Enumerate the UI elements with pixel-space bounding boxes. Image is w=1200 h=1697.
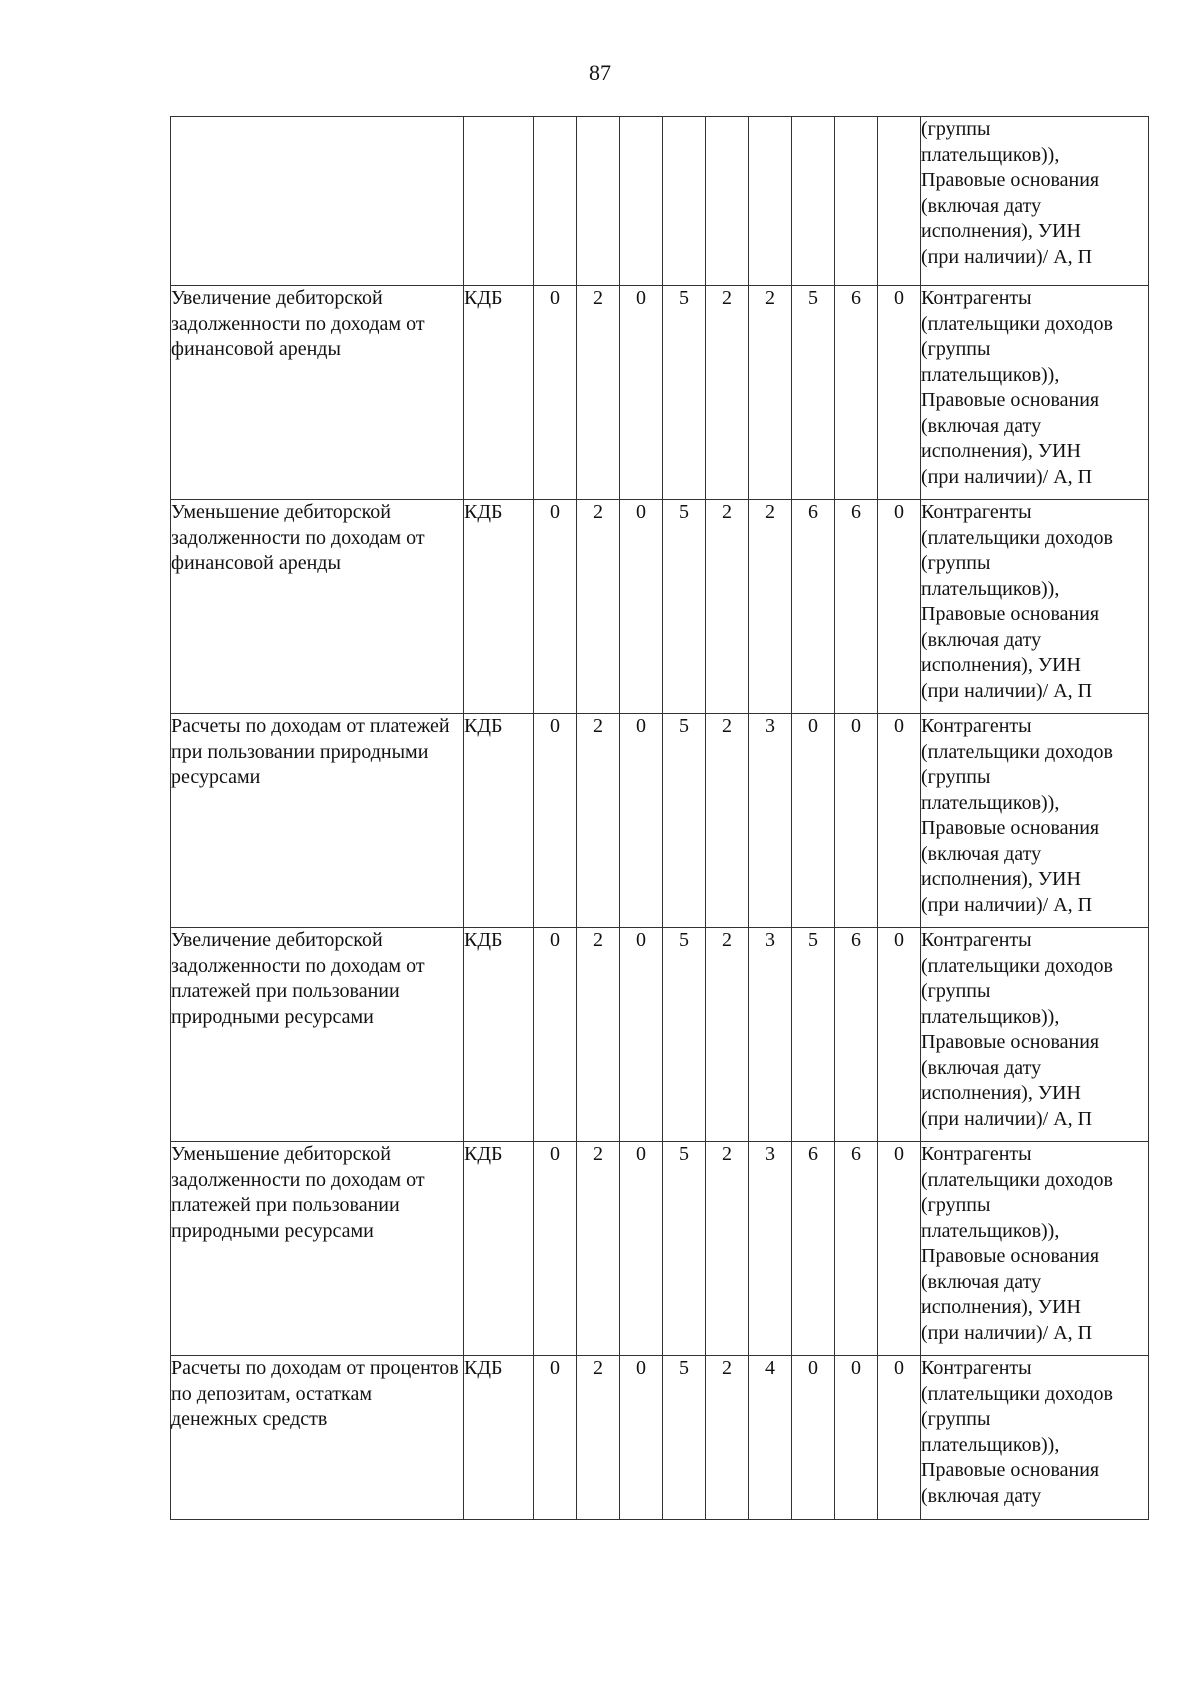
account-digit-cell: 2 <box>577 500 620 714</box>
account-digit-cell: 3 <box>749 714 792 928</box>
analytics-line: (группы <box>921 766 991 788</box>
account-digit-cell <box>706 117 749 286</box>
account-digit-cell: 0 <box>878 286 921 500</box>
analytics-line: Контрагенты <box>921 287 1032 309</box>
analytics-line: (группы <box>921 1194 991 1216</box>
account-digit-cell <box>663 117 706 286</box>
analytics-cell <box>921 714 1149 928</box>
account-digit-cell: 0 <box>534 500 577 714</box>
analytics-line: Правовые основания <box>921 1459 1100 1481</box>
account-name-cell: Расчеты по доходам от платежей при пользовании природными ресурсами <box>171 714 464 928</box>
analytics-line: (плательщики доходов <box>921 740 1113 763</box>
account-digit-cell: 2 <box>577 714 620 928</box>
account-digit-cell: 0 <box>534 1356 577 1520</box>
account-name-cell: Увеличение дебиторской задолженности по доходам от финансовой аренды <box>171 286 464 500</box>
code-kind-cell: КДБ <box>464 286 534 500</box>
accounts-table <box>170 116 1149 1520</box>
analytics-line: плательщиков)), <box>921 363 1060 386</box>
analytics-line: исполнения), УИН <box>921 440 1081 462</box>
analytics-line: (включая дату <box>921 628 1042 651</box>
account-digit-cell: 0 <box>620 714 663 928</box>
account-digit-cell: 2 <box>749 286 792 500</box>
account-name-cell: Уменьшение дебиторской задолженности по доходам от финансовой аренды <box>171 500 464 714</box>
analytics-line: (при наличии)/ А, П <box>921 245 1093 268</box>
account-digit-cell: 6 <box>835 928 878 1142</box>
account-digit-cell: 0 <box>835 1356 878 1520</box>
analytics-line: Правовые основания <box>921 817 1100 839</box>
analytics-line: (при наличии)/ А, П <box>921 893 1093 916</box>
analytics-line: (плательщики доходов <box>921 1382 1113 1405</box>
analytics-line: плательщиков)), <box>921 577 1060 600</box>
table-row <box>171 1356 1149 1520</box>
analytics-line: исполнения), УИН <box>921 1082 1081 1104</box>
analytics-line: (группы <box>921 1408 991 1430</box>
analytics-cell <box>921 500 1149 714</box>
analytics-line: Контрагенты <box>921 929 1032 951</box>
analytics-line: (группы <box>921 980 991 1002</box>
analytics-line: (плательщики доходов <box>921 526 1113 549</box>
account-digit-cell: 2 <box>577 928 620 1142</box>
analytics-line: плательщиков)), <box>921 791 1060 814</box>
table-row <box>171 714 1149 928</box>
account-digit-cell: 0 <box>620 1142 663 1356</box>
account-digit-cell: 2 <box>706 500 749 714</box>
account-digit-cell: 3 <box>749 928 792 1142</box>
account-digit-cell: 0 <box>620 500 663 714</box>
account-digit-cell <box>534 117 577 286</box>
analytics-line: (плательщики доходов <box>921 954 1113 977</box>
analytics-line: (при наличии)/ А, П <box>921 1107 1093 1130</box>
analytics-line: (при наличии)/ А, П <box>921 1321 1093 1344</box>
account-digit-cell: 2 <box>577 1356 620 1520</box>
analytics-line: Контрагенты <box>921 501 1032 523</box>
account-digit-cell <box>835 117 878 286</box>
account-digit-cell: 0 <box>792 1356 835 1520</box>
account-digit-cell: 2 <box>749 500 792 714</box>
table-row <box>171 1142 1149 1356</box>
account-digit-cell: 0 <box>534 928 577 1142</box>
account-digit-cell: 6 <box>792 500 835 714</box>
account-digit-cell: 6 <box>835 1142 878 1356</box>
analytics-cell <box>921 117 1149 286</box>
account-digit-cell: 0 <box>878 1356 921 1520</box>
account-digit-cell: 0 <box>534 1142 577 1356</box>
account-digit-cell: 5 <box>663 286 706 500</box>
account-digit-cell: 0 <box>835 714 878 928</box>
account-name-cell: Увеличение дебиторской задолженности по доходам от платежей при пользовании природными ресурсами <box>171 928 464 1142</box>
analytics-line: Правовые основания <box>921 603 1100 625</box>
code-kind-cell: КДБ <box>464 1356 534 1520</box>
analytics-line: плательщиков)), <box>921 143 1060 166</box>
account-digit-cell: 5 <box>792 286 835 500</box>
analytics-line: исполнения), УИН <box>921 654 1081 676</box>
account-digit-cell: 0 <box>534 286 577 500</box>
code-kind-cell: КДБ <box>464 714 534 928</box>
account-digit-cell: 2 <box>577 1142 620 1356</box>
account-digit-cell: 0 <box>534 714 577 928</box>
account-digit-cell: 5 <box>663 1356 706 1520</box>
account-digit-cell: 0 <box>878 500 921 714</box>
account-digit-cell: 0 <box>792 714 835 928</box>
code-kind-cell: КДБ <box>464 500 534 714</box>
analytics-line: Правовые основания <box>921 1031 1100 1053</box>
account-name-cell: Расчеты по доходам от процентов по депозитам, остаткам денежных средств <box>171 1356 464 1520</box>
table-row <box>171 286 1149 500</box>
analytics-line: (при наличии)/ А, П <box>921 679 1093 702</box>
account-digit-cell <box>620 117 663 286</box>
analytics-line: (группы <box>921 552 991 574</box>
analytics-cell <box>921 1356 1149 1520</box>
account-digit-cell <box>878 117 921 286</box>
code-kind-cell: КДБ <box>464 928 534 1142</box>
analytics-line: плательщиков)), <box>921 1219 1060 1242</box>
account-name-cell: Уменьшение дебиторской задолженности по доходам от платежей при пользовании природными ресурсами <box>171 1142 464 1356</box>
account-digit-cell: 6 <box>835 500 878 714</box>
account-digit-cell: 2 <box>706 1356 749 1520</box>
account-digit-cell: 2 <box>706 714 749 928</box>
code-kind-cell <box>464 117 534 286</box>
analytics-cell <box>921 928 1149 1142</box>
analytics-line: (включая дату <box>921 414 1042 437</box>
page-number: 87 <box>589 60 611 85</box>
account-digit-cell: 3 <box>749 1142 792 1356</box>
analytics-line: плательщиков)), <box>921 1005 1060 1028</box>
account-digit-cell <box>792 117 835 286</box>
analytics-line: (включая дату <box>921 1484 1042 1507</box>
account-digit-cell: 2 <box>706 286 749 500</box>
table-row <box>171 500 1149 714</box>
analytics-line: (группы <box>921 118 991 140</box>
analytics-line: Правовые основания <box>921 1245 1100 1267</box>
analytics-line: (включая дату <box>921 1270 1042 1293</box>
account-digit-cell: 2 <box>706 928 749 1142</box>
account-name-cell <box>171 117 464 286</box>
analytics-line: (плательщики доходов <box>921 312 1113 335</box>
analytics-line: Контрагенты <box>921 1143 1032 1165</box>
analytics-line: исполнения), УИН <box>921 220 1081 242</box>
analytics-line: (включая дату <box>921 842 1042 865</box>
analytics-line: Правовые основания <box>921 169 1100 191</box>
account-digit-cell: 0 <box>620 928 663 1142</box>
account-digit-cell: 6 <box>792 1142 835 1356</box>
analytics-line: плательщиков)), <box>921 1433 1060 1456</box>
table-row <box>171 117 1149 286</box>
account-digit-cell: 5 <box>663 500 706 714</box>
account-digit-cell: 5 <box>663 1142 706 1356</box>
account-digit-cell: 0 <box>878 928 921 1142</box>
analytics-line: (включая дату <box>921 194 1042 217</box>
analytics-line: (при наличии)/ А, П <box>921 465 1093 488</box>
table-row <box>171 928 1149 1142</box>
analytics-cell <box>921 1142 1149 1356</box>
account-digit-cell: 2 <box>706 1142 749 1356</box>
analytics-line: Контрагенты <box>921 1357 1032 1379</box>
account-digit-cell <box>577 117 620 286</box>
analytics-cell <box>921 286 1149 500</box>
analytics-line: (включая дату <box>921 1056 1042 1079</box>
analytics-line: Контрагенты <box>921 715 1032 737</box>
account-digit-cell: 5 <box>792 928 835 1142</box>
account-digit-cell: 2 <box>577 286 620 500</box>
analytics-line: (группы <box>921 338 991 360</box>
account-digit-cell: 5 <box>663 714 706 928</box>
analytics-line: исполнения), УИН <box>921 868 1081 890</box>
analytics-line: (плательщики доходов <box>921 1168 1113 1191</box>
code-kind-cell: КДБ <box>464 1142 534 1356</box>
account-digit-cell: 0 <box>620 286 663 500</box>
account-digit-cell: 5 <box>663 928 706 1142</box>
account-digit-cell: 4 <box>749 1356 792 1520</box>
account-digit-cell: 0 <box>878 1142 921 1356</box>
account-digit-cell: 0 <box>878 714 921 928</box>
account-digit-cell: 0 <box>620 1356 663 1520</box>
account-digit-cell: 6 <box>835 286 878 500</box>
analytics-line: Правовые основания <box>921 389 1100 411</box>
account-digit-cell <box>749 117 792 286</box>
analytics-line: исполнения), УИН <box>921 1296 1081 1318</box>
